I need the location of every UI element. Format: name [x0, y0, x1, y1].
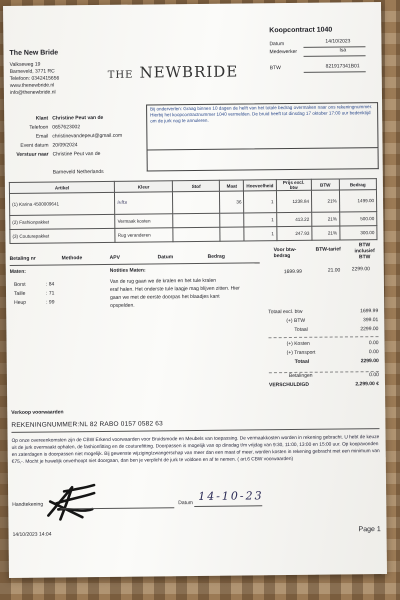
total-label: VERSCHULDIGD	[268, 381, 310, 389]
payment-header: Datum	[157, 254, 174, 261]
payment-header: Betaling nr	[9, 255, 36, 262]
address-line: Barneveld, 3771 RC	[9, 68, 55, 75]
total-value: 2,299.00 €	[355, 381, 380, 388]
total-label: (+) Transport	[286, 349, 316, 357]
divider	[304, 71, 366, 73]
column-header: Bedrag	[339, 179, 376, 190]
voor-btw-label: Voor btw-bedrag	[273, 246, 297, 260]
datum-sign-label: Datum	[178, 500, 193, 507]
cell: (1) Karina 4500009641	[9, 192, 115, 215]
total-value: 399.01	[362, 317, 379, 324]
event-date-label: Event datum	[20, 142, 49, 149]
maten-label: Maten:	[9, 268, 26, 275]
total-label: Totaal	[294, 358, 310, 365]
cell	[173, 213, 220, 227]
cell	[173, 227, 220, 241]
company-address	[10, 61, 60, 97]
maat-name: Taille	[13, 290, 26, 297]
divider	[304, 55, 366, 57]
voor-btw-value: 1699.99	[283, 268, 302, 276]
btw-incl-label: BTW inclusief BTW	[354, 242, 375, 261]
date-line	[194, 505, 262, 507]
company-name: The New Bride	[9, 49, 59, 57]
column-header: Kleur	[115, 181, 173, 193]
divider	[11, 428, 379, 433]
address-line: info@thenewbride.nl	[9, 89, 56, 96]
column-header: Stof	[172, 180, 219, 191]
purchase-contract-document	[3, 2, 387, 578]
rekeningnummer: REKENINGNUMMER:NL 82 RABO 0157 0582 63	[11, 420, 163, 429]
cell: 1	[244, 213, 276, 227]
cell: (2) Fashionpakket	[10, 214, 115, 229]
cell: Vermaak kosten	[115, 214, 173, 229]
medewerker-value: Isa	[339, 47, 347, 54]
notice-box	[146, 102, 378, 150]
items-table	[9, 178, 378, 244]
total-label: Totaal	[294, 326, 308, 333]
telefoon-value: 0657623002	[52, 124, 81, 131]
cell: ivlts	[115, 192, 173, 215]
address-line: Telefoon: 0342415656	[9, 75, 60, 82]
handtekening-label: Handtekening	[12, 501, 44, 508]
datum-label: Datum	[269, 41, 285, 48]
cell	[220, 227, 244, 241]
btw-label: BTW	[269, 65, 281, 72]
btw-tarief-value: 21.00	[327, 267, 341, 274]
email-value: christinevandepeut@gmail.com	[52, 132, 123, 140]
total-label: Totaal excl. btw	[268, 308, 303, 316]
contract-title: Koopcontract 1040	[269, 26, 333, 35]
totals-block	[268, 308, 379, 391]
payment-header: APV	[109, 254, 120, 261]
address-line: Valkseweg 19	[9, 61, 41, 68]
cell: 500.00	[339, 212, 376, 226]
page-number: Page 1	[358, 526, 381, 534]
btw-value: 821917341B01	[325, 63, 360, 70]
total-value: 0.00	[368, 340, 379, 347]
column-header: Maat	[220, 180, 244, 191]
notities-line: opspelden.	[110, 302, 135, 309]
column-header: Hoeveelheid	[244, 180, 276, 191]
klant-value: Christine Peut van de	[52, 114, 104, 122]
notice-box-lower	[147, 148, 379, 171]
medewerker-label: Medewerker	[269, 48, 298, 56]
cell: 1499.00	[339, 190, 377, 212]
cell: 1	[244, 227, 276, 241]
maat-name: Heup	[14, 299, 27, 306]
maat-value: : 84	[45, 281, 55, 288]
cell	[220, 213, 244, 227]
notities-line: gaan we met de eerste doorpas het blaadjes kant	[110, 293, 220, 301]
column-header: Prijs excl. btw	[276, 179, 312, 190]
cell: Rug veranderen	[115, 228, 173, 243]
verstuur-label: Verstuur naar	[16, 151, 49, 158]
notities-line: Van de rug gaan we de kralen en het tule kralen	[109, 277, 217, 285]
total-label: (+) Kosten	[286, 340, 310, 348]
cell	[173, 191, 221, 213]
cell: 21%	[312, 226, 340, 240]
total-value: 1699.99	[360, 308, 379, 315]
notities-label: Notities Maten:	[109, 267, 146, 274]
total-label: Betalingen	[288, 372, 313, 380]
verstuur-line: Christine Peut van de	[52, 150, 101, 158]
voorwaarden-title: Verkoop voorwaarden	[11, 409, 64, 416]
payment-header: Methode	[61, 255, 83, 262]
signature-line	[60, 507, 174, 509]
verstuur-line: Barneveld Netherlands	[52, 168, 104, 176]
divider	[268, 336, 378, 338]
btw-tarief-label: BTW-tarief	[315, 246, 341, 253]
signature-scribble	[42, 479, 106, 524]
divider	[303, 46, 365, 48]
cell: 36	[220, 191, 244, 213]
column-header: Artikel	[9, 181, 114, 193]
maat-value: : 99	[46, 299, 55, 306]
table-row	[10, 226, 377, 244]
cell: 247.93	[276, 226, 312, 240]
notities-text	[110, 277, 240, 310]
cell: 413.22	[276, 212, 312, 226]
event-date-value: 20/09/2024	[52, 142, 78, 149]
printed-timestamp: 14/10/2023 14:04	[12, 531, 52, 538]
cell: 300.00	[339, 226, 376, 240]
klant-label: Klant	[35, 115, 49, 122]
payment-header: Bedrag	[207, 253, 225, 260]
total-value: 2299.00	[360, 358, 379, 365]
cell: 1238.84	[276, 190, 312, 212]
logo-small-text: THE	[107, 69, 134, 81]
logo-large-text: NEWBRIDE	[139, 62, 239, 82]
cell: 21%	[312, 212, 340, 226]
address-line: www.thenewbride.nl	[9, 82, 55, 89]
total-value: 2299.00	[360, 326, 379, 333]
datum-value: 14/10/2023	[325, 38, 351, 45]
total-value: 0.00	[368, 349, 379, 356]
column-header: BTW	[311, 179, 339, 190]
total-value: 0.00	[369, 372, 379, 379]
btw-incl-value: 2299.00	[351, 266, 370, 273]
handwritten-date: 14-10-23	[198, 489, 264, 503]
notities-line: eraf halen. Het onderste tule laagje mag blijven zitten. Hier	[109, 285, 240, 293]
maat-value: : 71	[45, 290, 55, 297]
telefoon-label: Telefoon	[29, 124, 49, 131]
divider	[10, 262, 260, 266]
cell: (3) Couturepakket	[10, 228, 115, 243]
total-label: (+) BTW	[286, 317, 306, 325]
maat-name: Borst	[13, 281, 26, 288]
brand-logo	[108, 62, 239, 82]
notice-text: Bij onderverlen: Graag binnen 10 dagen de helft van het totale bedrag overmaken naar ons rekeningnummer. Hierbij het koopcontractnummer 1040 vermelden. De bruid heeft tot dinsdag 17 oktober 17:00 uur bedenktijd om de jurk nog te annuleren.	[150, 104, 373, 124]
total-row	[268, 326, 378, 336]
cell: 1	[244, 191, 276, 213]
total-row	[269, 381, 379, 391]
voorwaarden-text: Op onze overeenkomsten zijn de CBW Erkend voorwaarden voor Bruidsmode en Meubels van toepassing. De vermaakkosten worden in rekening gebracht. U hebt de keuze uit de jurk overmaakt ophalen, de fashionfitting en de couturefitting. Doorpassen is mogelijk van op dinsdag t/m vrijdag van 9:30, 11:00, 13:00 en 15:00 uur. Op koopavonden en zaterdagen is doorpassen niet mogelijk. Bij gewenste wijziging/zwangerschap van meer dan een maat of meer, worden kosten in rekening gebracht met een minimum van €75,-. Mocht je huwelijk onverhoopt niet doorgaan, dan ben je verplicht de jurk te voldoen en af te nemen. ( art.6 CBW voorwaarden)	[11, 435, 380, 465]
email-label: Email	[35, 133, 49, 140]
cell: 21%	[311, 190, 339, 212]
total-row	[269, 358, 379, 368]
